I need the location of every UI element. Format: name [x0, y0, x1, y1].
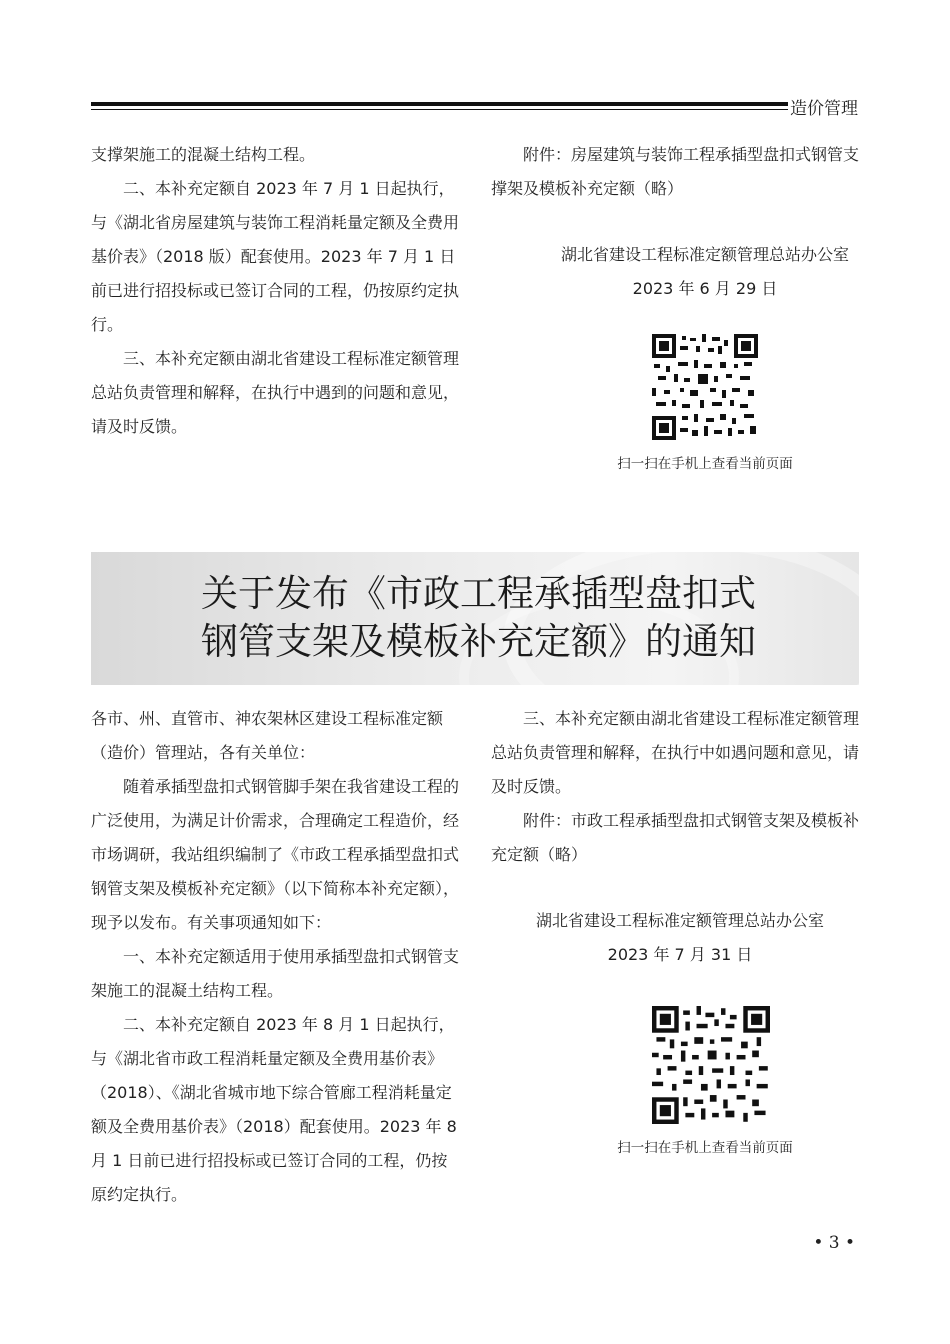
paragraph: 三、本补充定额由湖北省建设工程标准定额管理总站负责管理和解释，在执行中遇到的问题和意见，请及时反馈。 [91, 349, 460, 436]
qr-code-2 [652, 1006, 770, 1124]
attachment-note: 附件：房屋建筑与装饰工程承插型盘扣式钢管支撑架及模板补充定额（略） [491, 145, 860, 198]
notice2-left-column [91, 702, 459, 1212]
paragraph: 二、本补充定额自 2023 年 8 月 1 日起执行，与《湖北省市政工程消耗量定额及全费用基价表》（2018）、《湖北省城市地下综合管廊工程消耗量定额及全费用基价表》（2018）配套使用。2023 年 8 月 1 日前已进行招投标或已签订合同的工程，仍按原约定执行。 [91, 1015, 457, 1204]
qr-caption-2: 扫一扫在手机上查看当前页面 [617, 1140, 793, 1156]
title-line-1: 关于发布《市政工程承插型盘扣式 [201, 572, 756, 615]
paragraph: 随着承插型盘扣式钢管脚手架在我省建设工程的广泛使用，为满足计价需求，合理确定工程造价，经市场调研，我站组织编制了《市政工程承插型盘扣式钢管支架及模板补充定额》（以下简称本补充定额），现予以发布。有关事项通知如下： [91, 777, 460, 932]
qr-caption-1: 扫一扫在手机上查看当前页面 [617, 456, 793, 472]
paragraph: 二、本补充定额自 2023 年 7 月 1 日起执行，与《湖北省房屋建筑与装饰工程消耗量定额及全费用基价表》（2018 版）配套使用。2023 年 7 月 1 日前已进行招投标或已签订合同的工程，仍按原约定执行。 [91, 179, 460, 334]
notice-title [201, 570, 756, 666]
paragraph: 三、本补充定额由湖北省建设工程标准定额管理总站负责管理和解释，在执行中如遇问题和意见，请及时反馈。 [491, 709, 860, 796]
attachment-note: 附件：市政工程承插型盘扣式钢管支架及模板补充定额（略） [491, 811, 860, 864]
header-rule [91, 102, 788, 110]
qr-code-1 [652, 334, 758, 440]
notice2-right-column [491, 702, 859, 972]
issuer: 湖北省建设工程标准定额管理总站办公室 [560, 245, 849, 264]
salutation: 各市、州、直管市、神农架林区建设工程标准定额（造价）管理站，各有关单位： [91, 709, 444, 762]
section-label: 造价管理 [790, 99, 858, 119]
issuer: 湖北省建设工程标准定额管理总站办公室 [535, 911, 824, 930]
issue-date: 2023 年 6 月 29 日 [632, 279, 778, 298]
issue-date: 2023 年 7 月 31 日 [607, 945, 753, 964]
notice1-right-column [491, 138, 859, 306]
notice-title-banner [91, 552, 859, 685]
paragraph: 一、本补充定额适用于使用承插型盘扣式钢管支架施工的混凝土结构工程。 [91, 947, 460, 1000]
paragraph: 支撑架施工的混凝土结构工程。 [91, 145, 316, 164]
title-line-2: 钢管支架及模板补充定额》的通知 [201, 620, 756, 663]
page-number: • 3 • [813, 1233, 855, 1253]
notice1-left-column [91, 138, 459, 444]
